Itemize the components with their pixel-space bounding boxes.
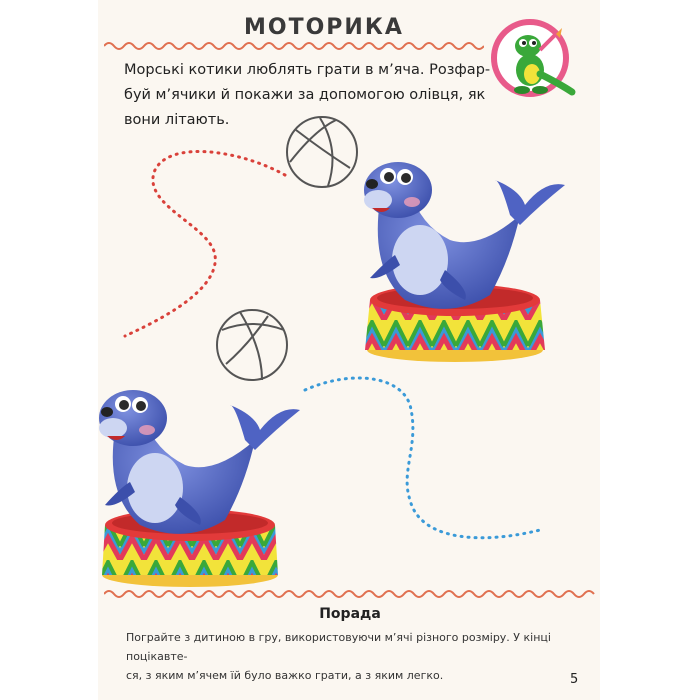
ball-outline-bottom: [217, 310, 287, 380]
tip-text: [126, 628, 579, 687]
instructions-line-1: Морські котики люблять грати в м’яча. Розфар-: [124, 62, 491, 78]
tip-line-1: Пограйте з дитиною в гру, використовуючи м’ячі різного розміру. У кінці поцікавте-: [126, 631, 551, 663]
ball-outline-top: [287, 117, 357, 187]
dotted-trail-top: [125, 151, 285, 336]
tip-title: Порада: [319, 606, 381, 622]
instructions-line-2: буй м’ячики й покажи за допомогою олівця, як: [124, 87, 486, 103]
dotted-trail-bottom: [305, 378, 540, 538]
page-number: 5: [570, 672, 579, 687]
seal-right-illustration: [364, 162, 565, 362]
page-title: МОТОРИКА: [244, 15, 404, 40]
seal-left-illustration: [99, 390, 300, 587]
instructions-line-3: вони літають.: [124, 112, 230, 128]
tip-line-2: ся, з яким м’ячем їй було важко грати, а з яким легко.: [126, 669, 444, 682]
dinosaur-badge-icon: [494, 22, 572, 94]
